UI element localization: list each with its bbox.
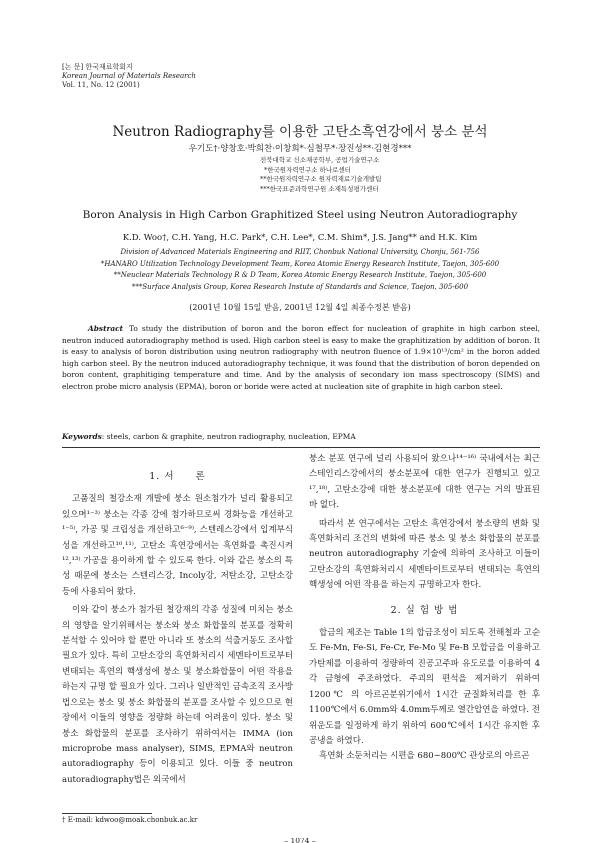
- left-column: [62, 469, 293, 788]
- received-dates: (2001년 10월 15일 받음, 2001년 12월 4일 최종수정본 받음): [189, 303, 411, 312]
- abstract-text: To study the distribution of boron and the boron effect for nucleation of graphite in high carbon steel, neutron induced autoradiography method is used. High carbon steel is easy to make the graphitization by addition of boron. It is easy to analysis of boron distribution using neutron radiography with neutron fluence of 1.9×10¹³/cm² in the boron added high carbon steel. By the neutron induced autoradiography technique, it was found that the distribution of boron depended on boron content, graphitiging temperature and time. And by the analysis of secondary ion mass spectroscopy (SIMS) and electron probe micro analysis (EPMA), boron or boride were acted at nucleation site of graphite in high carbon steel.: [62, 324, 540, 391]
- page-number: – 1074 –: [284, 838, 316, 843]
- affiliation-line: ***Surface Analysis Group, Korea Research Instute of Standards and Science, Taejon, 305-600: [131, 282, 469, 291]
- journal-header-line: Vol. 11, No. 12 (2001): [62, 81, 140, 89]
- body-paragraph: 고품질의 철강소재 개발에 붕소 원소첨가가 널리 활용되고 있으며¹⁻³⁾ 붕소는 각종 강에 첨가하므로써 경화능을 개선하고¹⁻⁵⁾, 가공 및 크립성을 개선하고⁶⁻⁹⁾, 스텐레스강에서 입계부식성을 개선하고¹⁰,¹¹⁾, 고탄소 흑연강에서는 흑연화를 촉진시켜¹²,¹³⁾ 가공을 용이하게 할 수 있도록 한다. 이와 같은 붕소의 특성 때문에 붕소는 스텐리스강, Incoly강, 저탄소강, 고탄소강 등에 사용되어 왔다.: [62, 494, 293, 597]
- affiliation-line: **Neuclear Materials Technology R & D Team, Korea Atomic Energy Research Institute, Taejon, 305-600: [113, 271, 487, 279]
- korean-affiliations: [260, 156, 382, 194]
- body-paragraph: 흑연화 소둔처리는 시편을 680∼800℃ 관상로의 아르곤: [319, 751, 530, 762]
- english-affiliations: [0, 247, 600, 293]
- korean-title: Neutron Radiography를 이용한 고탄소흑연강에서 붕소 분석: [112, 124, 488, 140]
- section-divider: [62, 447, 540, 448]
- right-column: [309, 452, 540, 765]
- keywords-label: Keywords: [62, 432, 102, 441]
- affiliation-line: 전북대학교 신소재공학부, 공업기술연구소: [260, 156, 380, 164]
- body-paragraph: 이와 같이 붕소가 첨가된 철강재의 각종 성질에 미치는 붕소의 영향을 알기위해서는 붕소와 붕소 화합물의 분포를 정확히 분석할 수 있어야 할 뿐만 아니라 또 붕소의 석출거동도 조사할 필요가 있다. 특히 고탄소강의 흑연화처리시 세멘타이트로부터 변태되는 흑연의 핵생성에 붕소 및 붕소화합물이 어떤 작용을 하는지 규명 할 필요가 있다. 그러나 일반적인 금속조직 조사방법으로는 붕소 및 붕소 화합물의 분포를 조사할 수 있으므로 현장에서 이들의 영향을 정량화 하는데 어려움이 있다. 붕소 및 붕소 화합물의 분포를 조사하기 위하여서는 IMMA (ion microprobe mass analyser), SIMS, EPMA와 neutron autoradiography 등이 이용되고 있다. 이들 중 neutron autoradiography법은 외국에서: [62, 605, 293, 785]
- abstract: [62, 323, 540, 393]
- keywords-text: : steels, carbon & graphite, neutron radiography, nucleation, EPMA: [101, 432, 356, 441]
- body-paragraph: 따라서 본 연구에서는 고탄소 흑연강에서 붕소량의 변화 및 흑연화처리 조건의 변화에 따른 붕소 및 붕소 화합물의 분포를 neutron autoradiography 기술에 의하여 조사하고 이들이 고탄소강의 흑연화처리시 세멘타이트로부터 변태되는 흑연의 핵생성에 어떤 작용을 하는지 규명하고자 한다.: [309, 518, 540, 591]
- affiliation-line: ***한국표준과학연구원 소재특성평가센터: [260, 184, 379, 193]
- journal-header: [62, 63, 196, 90]
- section-heading: 1. 서 론: [149, 471, 206, 482]
- abstract-label: Abstract: [88, 324, 124, 333]
- footnote-divider: [62, 813, 152, 814]
- affiliation-line: *한국원자력연구소 하나로센터: [264, 165, 351, 174]
- keywords: [62, 432, 540, 441]
- journal-header-line: [논 문] 한국재료학회지: [62, 63, 133, 71]
- section-heading: 2. 실 험 방 법: [390, 604, 459, 616]
- korean-authors: 우기도†·양창호·박희찬·이창희*·심철무*·장진성**·김현경***: [188, 144, 412, 154]
- affiliation-line: Division of Advanced Materials Engineering and RIIT, Chonbuk National University, Chonju, 561-756: [120, 248, 480, 256]
- footnote-email: † E-mail: kdwoo@moak.chonbuk.ac.kr: [62, 816, 198, 824]
- body-paragraph: 합금의 제조는 Table 1의 합금조성이 되도록 전해철과 고순도 Fe-Mn, Fe-Si, Fe-Cr, Fe-Mo 및 Fe-B 모합금을 이용하고 가탄제를 이용하여 정량하여 진공고주파 유도로를 이용하여 4각 금형에 주조하였다. 주괴의 편석을 제거하기 위하여 1200℃ 의 아르곤분위기에서 1시간 균질화처리를 한 후 1100℃에서 6.0mm와 4.0mm두께로 열간압연을 하였다. 전위운도를 일정하게 하기 위하여 600℃에서 1시간 유지한 후 공냉을 하였다.: [309, 628, 540, 746]
- english-title: Boron Analysis in High Carbon Graphitized Steel using Neutron Autoradiography: [82, 209, 518, 221]
- body-paragraph: 붕소 분포 연구에 널리 사용되어 왔으나¹⁴⁻¹⁶⁾ 국내에서는 최근 스테인리스강에서의 붕소분포에 대한 연구가 진행되고 있고¹⁷,¹⁸⁾, 고탄소강에 대한 붕소분포에 대한 연구는 거의 발표된 바 없다.: [309, 454, 540, 511]
- journal-header-line: Korean Journal of Materials Research: [62, 72, 196, 80]
- english-authors: K.D. Woo†, C.H. Yang, H.C. Park*, C.H. Lee*, C.M. Shim*, J.S. Jang** and H.K. Kim: [122, 233, 478, 243]
- affiliation-line: **한국원자력연구소 원자력재료기술개발팀: [260, 175, 382, 183]
- affiliation-line: *HANARO Utilization Technology Development Team, Korea Atomic Energy Research Institute, Taejon, 305-600: [100, 259, 500, 268]
